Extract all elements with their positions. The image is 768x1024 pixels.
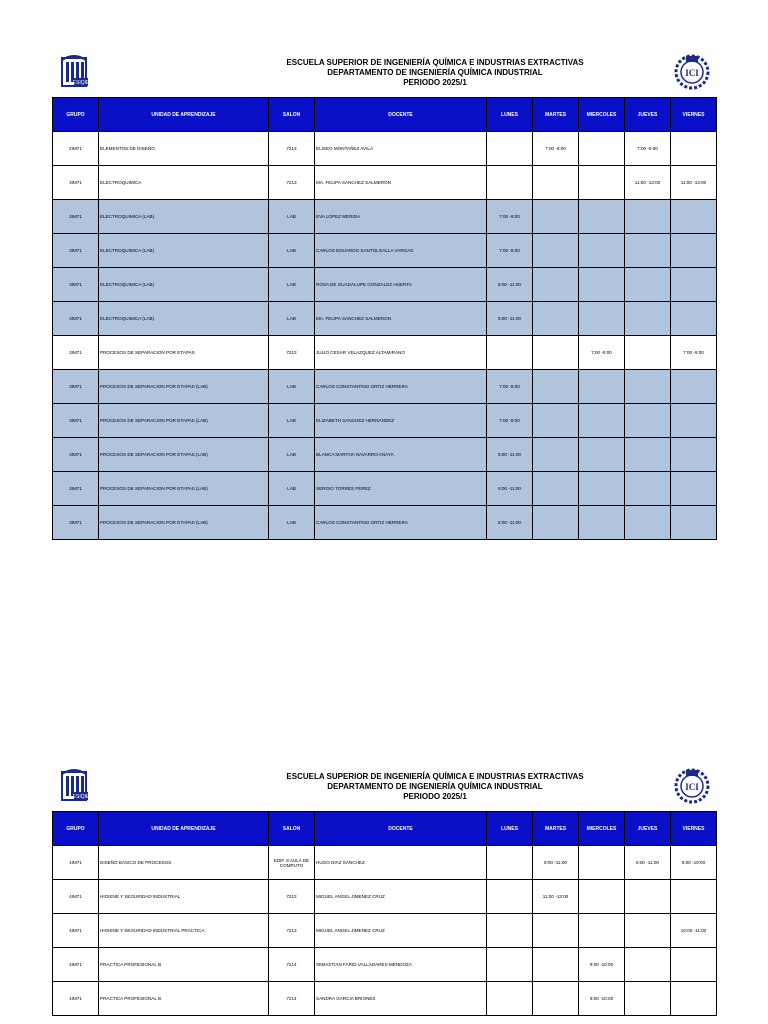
cell-salon: 7213 bbox=[269, 880, 315, 914]
schedule-table-1 bbox=[52, 97, 717, 540]
cell-lunes: 7:00 -9:00 bbox=[487, 200, 533, 234]
document-heading bbox=[212, 772, 658, 802]
cell-salon: 7214 bbox=[269, 982, 315, 1016]
cell-viernes bbox=[671, 200, 717, 234]
cell-miercoles bbox=[579, 506, 625, 540]
col-header-salon: SALON bbox=[269, 812, 315, 846]
col-header-viernes: VIERNES bbox=[671, 812, 717, 846]
cell-docente: MA. FELIPA SANCHEZ SALMERON bbox=[315, 302, 487, 336]
cell-jueves bbox=[625, 302, 671, 336]
cell-lunes bbox=[487, 982, 533, 1016]
table-row bbox=[53, 234, 717, 268]
cell-viernes bbox=[671, 404, 717, 438]
cell-docente: ROSA DE GUADALUPE GONZALEZ HUERTA bbox=[315, 268, 487, 302]
cell-jueves bbox=[625, 472, 671, 506]
cell-martes bbox=[533, 914, 579, 948]
cell-salon: LAB bbox=[269, 370, 315, 404]
col-header-docente: DOCENTE bbox=[315, 98, 487, 132]
cell-lunes: 7:00 -9:00 bbox=[487, 370, 533, 404]
cell-salon: LAB bbox=[269, 302, 315, 336]
cell-unidad: PROCESOS DE SEPARACION POR ETAPAS (LAB) bbox=[99, 404, 269, 438]
cell-lunes bbox=[487, 948, 533, 982]
cell-jueves: 9:00 -11:00 bbox=[625, 846, 671, 880]
cell-viernes bbox=[671, 268, 717, 302]
cell-jueves: 7:00 -9:00 bbox=[625, 132, 671, 166]
department-name: DEPARTAMENTO DE INGENIERÍA QUÍMICA INDUSTRIAL bbox=[327, 68, 543, 77]
cell-docente: MIGUEL ANGEL JIMENEZ CRUZ bbox=[315, 914, 487, 948]
period: PERIODO 2025/1 bbox=[403, 78, 467, 87]
cell-viernes: 10:00 -11:00 bbox=[671, 914, 717, 948]
cell-lunes: 9:00 -11:00 bbox=[487, 472, 533, 506]
cell-martes: 7:00 -9:00 bbox=[533, 132, 579, 166]
cell-unidad: PRACTICA PROFESIONAL B bbox=[99, 948, 269, 982]
cell-martes bbox=[533, 948, 579, 982]
cell-salon: LAB bbox=[269, 234, 315, 268]
svg-text:ESIQIE: ESIQIE bbox=[72, 794, 90, 800]
col-header-lunes: LUNES bbox=[487, 98, 533, 132]
cell-salon: LAB bbox=[269, 472, 315, 506]
cell-miercoles: 9:00 -10:00 bbox=[579, 982, 625, 1016]
cell-grupo: 4IM71 bbox=[53, 914, 99, 948]
cell-viernes: 7:00 -9:00 bbox=[671, 336, 717, 370]
cell-martes: 11:00 -13:00 bbox=[533, 880, 579, 914]
cell-salon: EDIF. 8 AULA DE COMPUTO bbox=[269, 846, 315, 880]
col-header-unidad: UNIDAD DE APRENDIZAJE bbox=[99, 98, 269, 132]
cell-grupo: 4IM71 bbox=[53, 982, 99, 1016]
cell-martes bbox=[533, 438, 579, 472]
cell-grupo: 4IM71 bbox=[53, 846, 99, 880]
cell-miercoles: 7:00 -9:00 bbox=[579, 336, 625, 370]
cell-miercoles bbox=[579, 914, 625, 948]
cell-lunes: 9:00 -11:00 bbox=[487, 506, 533, 540]
cell-martes bbox=[533, 506, 579, 540]
svg-text:ICI: ICI bbox=[685, 68, 699, 78]
cell-miercoles bbox=[579, 472, 625, 506]
cell-viernes: 9:00 -10:00 bbox=[671, 846, 717, 880]
table-row bbox=[53, 336, 717, 370]
cell-unidad: PROCESOS DE SEPARACION POR ETAPAS bbox=[99, 336, 269, 370]
cell-salon: LAB bbox=[269, 438, 315, 472]
cell-miercoles bbox=[579, 302, 625, 336]
schedule-section-1 bbox=[52, 52, 716, 552]
cell-docente: BLANCA MARTHA NAVARRO ANAYA bbox=[315, 438, 487, 472]
cell-viernes bbox=[671, 438, 717, 472]
table-row bbox=[53, 472, 717, 506]
cell-docente: ELISEO MONTAÑEZ AVILA bbox=[315, 132, 487, 166]
table-row bbox=[53, 438, 717, 472]
cell-unidad: HIGIENE Y SEGURIDAD INDUSTRIAL bbox=[99, 880, 269, 914]
cell-lunes: 9:00 -11:00 bbox=[487, 438, 533, 472]
cell-salon: 7213 bbox=[269, 166, 315, 200]
cell-unidad: PROCESOS DE SEPARACION POR ETAPAS (LAB) bbox=[99, 472, 269, 506]
cell-unidad: ELEMENTOS DE DISEÑO bbox=[99, 132, 269, 166]
col-header-viernes: VIERNES bbox=[671, 98, 717, 132]
cell-viernes bbox=[671, 370, 717, 404]
schedule-table-2 bbox=[52, 811, 717, 1016]
cell-lunes bbox=[487, 132, 533, 166]
cell-miercoles bbox=[579, 846, 625, 880]
cell-unidad: ELECTROQUIMICA (LAB) bbox=[99, 200, 269, 234]
cell-viernes bbox=[671, 132, 717, 166]
cell-grupo: 3IM71 bbox=[53, 404, 99, 438]
col-header-grupo: GRUPO bbox=[53, 98, 99, 132]
table-row bbox=[53, 880, 717, 914]
cell-miercoles bbox=[579, 880, 625, 914]
cell-jueves bbox=[625, 438, 671, 472]
cell-grupo: 3IM71 bbox=[53, 166, 99, 200]
cell-viernes bbox=[671, 302, 717, 336]
cell-miercoles bbox=[579, 166, 625, 200]
col-header-jueves: JUEVES bbox=[625, 98, 671, 132]
cell-grupo: 3IM71 bbox=[53, 268, 99, 302]
cell-salon: 7214 bbox=[269, 948, 315, 982]
cell-salon: 7213 bbox=[269, 336, 315, 370]
cell-docente: SERGIO TORRES PEREZ bbox=[315, 472, 487, 506]
cell-salon: LAB bbox=[269, 268, 315, 302]
esiqie-logo bbox=[58, 52, 90, 92]
school-name: ESCUELA SUPERIOR DE INGENIERÍA QUÍMICA E INDUSTRIAS EXTRACTIVAS bbox=[286, 772, 584, 781]
table-row bbox=[53, 506, 717, 540]
cell-martes bbox=[533, 268, 579, 302]
cell-martes: 9:00 -11:00 bbox=[533, 846, 579, 880]
cell-docente: MIGUEL ANGEL JIMENEZ CRUZ bbox=[315, 880, 487, 914]
cell-docente: EVA LOPEZ MERIDA bbox=[315, 200, 487, 234]
col-header-martes: MARTES bbox=[533, 812, 579, 846]
cell-jueves bbox=[625, 982, 671, 1016]
cell-miercoles: 9:00 -10:00 bbox=[579, 948, 625, 982]
cell-unidad: PROCESOS DE SEPARACION POR ETAPAS (LAB) bbox=[99, 506, 269, 540]
cell-jueves bbox=[625, 200, 671, 234]
table-header-row bbox=[53, 98, 717, 132]
cell-lunes: 9:00 -11:00 bbox=[487, 268, 533, 302]
cell-jueves bbox=[625, 234, 671, 268]
cell-viernes bbox=[671, 948, 717, 982]
cell-jueves bbox=[625, 506, 671, 540]
cell-docente: SANDRA GARCIA BRIONES bbox=[315, 982, 487, 1016]
col-header-grupo: GRUPO bbox=[53, 812, 99, 846]
cell-unidad: ELECTROQUIMICA (LAB) bbox=[99, 268, 269, 302]
cell-lunes bbox=[487, 914, 533, 948]
col-header-unidad: UNIDAD DE APRENDIZAJE bbox=[99, 812, 269, 846]
cell-viernes bbox=[671, 472, 717, 506]
cell-grupo: 3IM71 bbox=[53, 302, 99, 336]
cell-jueves bbox=[625, 404, 671, 438]
cell-docente: JULIO CESAR VELAZQUEZ ALTAMIRANO bbox=[315, 336, 487, 370]
col-header-miercoles: MIERCOLES bbox=[579, 98, 625, 132]
cell-salon: LAB bbox=[269, 506, 315, 540]
cell-miercoles bbox=[579, 234, 625, 268]
cell-miercoles bbox=[579, 200, 625, 234]
cell-salon: 7213 bbox=[269, 132, 315, 166]
cell-lunes: 7:00 -9:00 bbox=[487, 234, 533, 268]
cell-miercoles bbox=[579, 132, 625, 166]
cell-lunes bbox=[487, 880, 533, 914]
cell-grupo: 3IM71 bbox=[53, 506, 99, 540]
table-row bbox=[53, 200, 717, 234]
cell-unidad: PROCESOS DE SEPARACION POR ETAPAS (LAB) bbox=[99, 370, 269, 404]
table-row bbox=[53, 302, 717, 336]
cell-jueves bbox=[625, 914, 671, 948]
cell-grupo: 3IM71 bbox=[53, 472, 99, 506]
document-heading bbox=[212, 58, 658, 88]
cell-unidad: ELECTROQUIMICA bbox=[99, 166, 269, 200]
cell-salon: LAB bbox=[269, 200, 315, 234]
table-row bbox=[53, 404, 717, 438]
cell-grupo: 3IM71 bbox=[53, 200, 99, 234]
table-header-row bbox=[53, 812, 717, 846]
cell-grupo: 4IM71 bbox=[53, 948, 99, 982]
department-name: DEPARTAMENTO DE INGENIERÍA QUÍMICA INDUSTRIAL bbox=[327, 782, 543, 791]
cell-grupo: 3IM71 bbox=[53, 370, 99, 404]
cell-jueves bbox=[625, 880, 671, 914]
cell-jueves bbox=[625, 948, 671, 982]
cell-martes bbox=[533, 234, 579, 268]
cell-grupo: 2IM71 bbox=[53, 132, 99, 166]
cell-grupo: 4IM71 bbox=[53, 880, 99, 914]
school-name: ESCUELA SUPERIOR DE INGENIERÍA QUÍMICA E INDUSTRIAS EXTRACTIVAS bbox=[286, 58, 584, 67]
cell-martes bbox=[533, 200, 579, 234]
col-header-lunes: LUNES bbox=[487, 812, 533, 846]
cell-martes bbox=[533, 472, 579, 506]
cell-unidad: ELECTROQUIMICA (LAB) bbox=[99, 302, 269, 336]
cell-jueves: 11:00 -13:00 bbox=[625, 166, 671, 200]
cell-viernes bbox=[671, 880, 717, 914]
cell-martes bbox=[533, 370, 579, 404]
cell-martes bbox=[533, 404, 579, 438]
table-row bbox=[53, 370, 717, 404]
cell-jueves bbox=[625, 370, 671, 404]
cell-docente: CARLOS CONSTANTINO ORTIZ HERRERA bbox=[315, 370, 487, 404]
cell-viernes: 11:00 -13:00 bbox=[671, 166, 717, 200]
table-body-2 bbox=[53, 846, 717, 1016]
cell-viernes bbox=[671, 982, 717, 1016]
cell-viernes bbox=[671, 506, 717, 540]
col-header-miercoles: MIERCOLES bbox=[579, 812, 625, 846]
cell-docente: MA. FELIPA SANCHEZ SALMERON bbox=[315, 166, 487, 200]
cell-miercoles bbox=[579, 268, 625, 302]
table-row bbox=[53, 982, 717, 1016]
cell-jueves bbox=[625, 268, 671, 302]
cell-martes bbox=[533, 336, 579, 370]
cell-miercoles bbox=[579, 438, 625, 472]
cell-martes bbox=[533, 166, 579, 200]
ici-logo bbox=[672, 766, 712, 806]
cell-grupo: 3IM71 bbox=[53, 438, 99, 472]
period: PERIODO 2025/1 bbox=[403, 792, 467, 801]
ici-logo bbox=[672, 52, 712, 92]
cell-lunes: 7:00 -9:00 bbox=[487, 404, 533, 438]
col-header-jueves: JUEVES bbox=[625, 812, 671, 846]
table-row bbox=[53, 948, 717, 982]
cell-docente: ELIZABETH SANCHEZ HERNANDEZ bbox=[315, 404, 487, 438]
cell-martes bbox=[533, 302, 579, 336]
cell-martes bbox=[533, 982, 579, 1016]
esiqie-logo bbox=[58, 766, 90, 806]
cell-miercoles bbox=[579, 370, 625, 404]
table-row bbox=[53, 268, 717, 302]
cell-viernes bbox=[671, 234, 717, 268]
cell-salon: 7213 bbox=[269, 914, 315, 948]
svg-text:ICI: ICI bbox=[685, 782, 699, 792]
svg-text:ESIQIE: ESIQIE bbox=[72, 80, 90, 86]
cell-docente: SEBASTIAN FARID VALLADARES MENDOZA bbox=[315, 948, 487, 982]
cell-docente: HUGO DIAZ SANCHEZ bbox=[315, 846, 487, 880]
table-row bbox=[53, 166, 717, 200]
cell-unidad: DISEÑO BASICO DE PROCESOS bbox=[99, 846, 269, 880]
col-header-salon: SALON bbox=[269, 98, 315, 132]
table-row bbox=[53, 132, 717, 166]
cell-lunes: 9:00 -11:00 bbox=[487, 302, 533, 336]
cell-lunes bbox=[487, 846, 533, 880]
cell-lunes bbox=[487, 166, 533, 200]
cell-grupo: 3IM71 bbox=[53, 336, 99, 370]
cell-salon: LAB bbox=[269, 404, 315, 438]
cell-unidad: PRACTICA PROFESIONAL B bbox=[99, 982, 269, 1016]
col-header-docente: DOCENTE bbox=[315, 812, 487, 846]
cell-grupo: 3IM71 bbox=[53, 234, 99, 268]
cell-docente: CARLOS EDUARDO SANTOLOALLA VARGAS bbox=[315, 234, 487, 268]
cell-miercoles bbox=[579, 404, 625, 438]
schedule-section-2 bbox=[52, 766, 716, 1024]
cell-docente: CARLOS CONSTANTINO ORTIZ HERRERA bbox=[315, 506, 487, 540]
table-row bbox=[53, 914, 717, 948]
cell-unidad: HIGIENE Y SEGURIDAD INDUSTRIAL PRACTICA bbox=[99, 914, 269, 948]
table-row bbox=[53, 846, 717, 880]
table-body-1 bbox=[53, 132, 717, 540]
cell-lunes bbox=[487, 336, 533, 370]
col-header-martes: MARTES bbox=[533, 98, 579, 132]
cell-unidad: PROCESOS DE SEPARACION POR ETAPAS (LAB) bbox=[99, 438, 269, 472]
cell-unidad: ELECTROQUIMICA (LAB) bbox=[99, 234, 269, 268]
cell-jueves bbox=[625, 336, 671, 370]
